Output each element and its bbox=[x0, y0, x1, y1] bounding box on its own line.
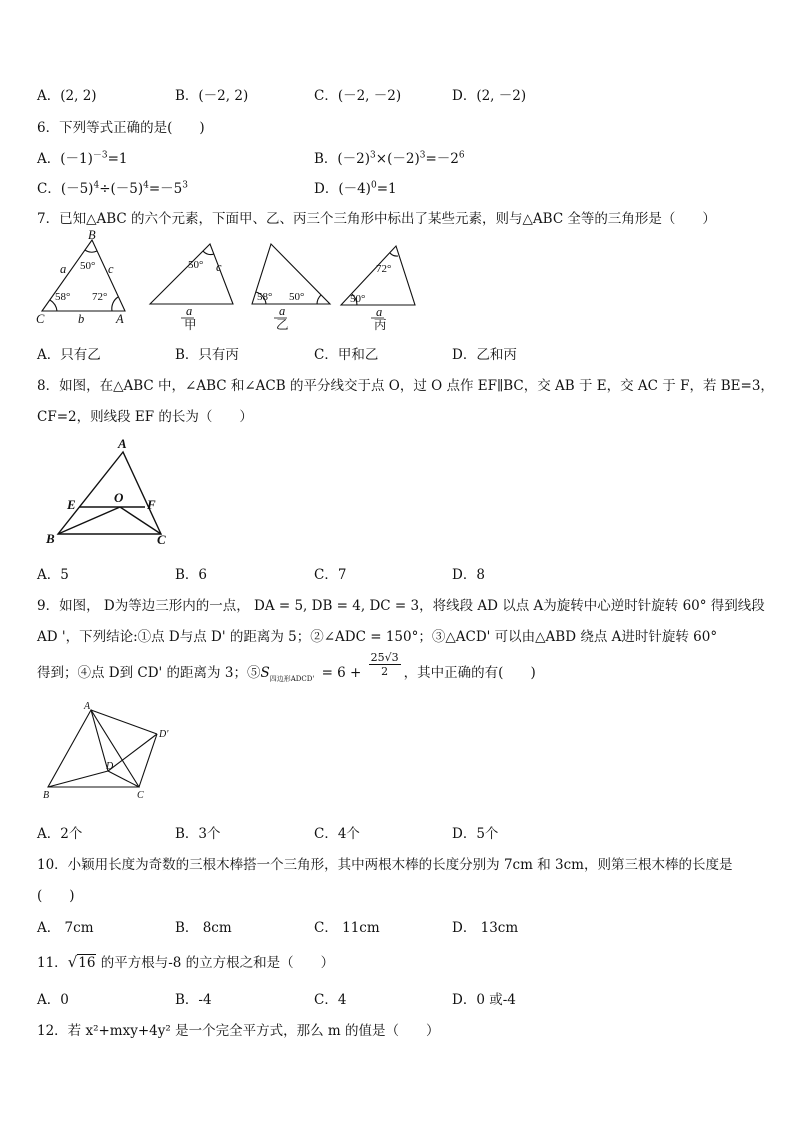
q9-equation-prefix: = 6 + bbox=[321, 665, 362, 681]
label-yi-side-a: a bbox=[279, 304, 286, 318]
q9-fraction-numerator: 25√3 bbox=[370, 651, 399, 664]
angle-arc-b bbox=[85, 250, 97, 252]
label-angle-b: 50° bbox=[80, 260, 96, 272]
q5-option-a: A．(2, 2) bbox=[37, 88, 97, 104]
segment-bd bbox=[48, 771, 108, 787]
label-bing-side-a: a bbox=[376, 305, 383, 319]
q9-figure bbox=[38, 698, 188, 808]
label-b-q9: B bbox=[43, 790, 50, 801]
label-e: E bbox=[67, 497, 76, 512]
q6-c-exp3: 3 bbox=[182, 180, 188, 191]
q9-option-b: B．3个 bbox=[175, 826, 221, 842]
q9-stem-line3-start: 得到；④点 D到 CD' 的距离为 3；⑤ bbox=[37, 665, 261, 681]
label-yi-angle-left: 58° bbox=[257, 291, 273, 303]
label-jia-angle: 50° bbox=[188, 259, 204, 271]
label-c-q8: C bbox=[157, 532, 166, 547]
label-jia: 甲 bbox=[184, 318, 197, 332]
q6-option-b bbox=[314, 147, 465, 167]
label-bing-angle-left: 50° bbox=[350, 293, 366, 305]
q9-area-subscript: 四边形ADCD' bbox=[269, 675, 315, 683]
label-b-q8: B bbox=[46, 531, 55, 546]
q8-stem-line1: 8．如图，在△ABC 中，∠ABC 和∠ACB 的平分线交于点 O，过 O 点作 EF∥BC，交 AB 于 E，交 AC 于 F，若 BE=3， bbox=[37, 378, 774, 394]
label-d-prime: D' bbox=[159, 729, 169, 740]
q11-radicand: 16 bbox=[78, 955, 96, 971]
q9-stem-line1: 9．如图， D为等边三形内的一点， DA = 5, DB = 4, DC = 3，将线段 AD 以点 A为旋转中心逆时针旋转 60° 得到线段 bbox=[37, 598, 765, 614]
q6-b-exp2: 3 bbox=[419, 150, 426, 161]
label-bing: 丙 bbox=[374, 318, 387, 332]
label-f: F bbox=[147, 497, 156, 512]
q6-a-tail: =1 bbox=[107, 151, 128, 167]
angle-arc-yi-right bbox=[317, 295, 321, 304]
q10-option-d: D． 13cm bbox=[452, 920, 519, 936]
q10-option-a: A． 7cm bbox=[37, 920, 94, 936]
q8-figure bbox=[40, 432, 190, 552]
q7-figure bbox=[30, 228, 430, 336]
q11-radical: √16 bbox=[67, 953, 96, 971]
q6-d-exp: 0 bbox=[370, 180, 377, 191]
q8-option-b: B．6 bbox=[175, 567, 208, 583]
q11-option-d: D．0 或-4 bbox=[452, 992, 516, 1008]
q11-number: 11． bbox=[37, 955, 68, 971]
label-yi: 乙 bbox=[276, 318, 289, 332]
label-side-a: a bbox=[60, 262, 67, 276]
angle-arc-bing-top bbox=[390, 253, 398, 256]
q7-option-b: B．只有丙 bbox=[175, 347, 239, 363]
q6-c-mid: ÷(－5) bbox=[99, 181, 144, 197]
q5-option-b: B．(－2, 2) bbox=[175, 88, 249, 104]
label-d: D bbox=[106, 761, 114, 772]
label-yi-angle-right: 50° bbox=[289, 291, 305, 303]
label-a-q8: A bbox=[118, 436, 127, 451]
label-side-b: b bbox=[78, 312, 85, 326]
q5-option-c: C．(－2, －2) bbox=[314, 88, 402, 104]
triangle-jia bbox=[150, 244, 233, 304]
q11-option-a: A．0 bbox=[37, 992, 69, 1008]
q9-option-a: A．2个 bbox=[37, 826, 83, 842]
q6-b-exp1: 3 bbox=[370, 150, 376, 161]
q6-d-base: D．(－4) bbox=[314, 181, 371, 197]
q8-option-a: A．5 bbox=[37, 567, 69, 583]
q11-stem-text: 的平方根与-8 的立方根之和是（ ） bbox=[96, 955, 335, 971]
q5-option-d: D．(2, －2) bbox=[452, 88, 527, 104]
q6-b-tail: =－2 bbox=[425, 151, 459, 167]
q9-option-c: C．4个 bbox=[314, 826, 360, 842]
q6-a-exp: －3 bbox=[92, 150, 108, 161]
q9-stem-line2: AD '，下列结论:①点 D与点 D' 的距离为 5；②∠ADC = 150°；③△ACD' 可以由△ABD 绕点 A进时针旋转 60° bbox=[37, 629, 718, 645]
q6-a-base: A．(－1) bbox=[37, 151, 93, 167]
q11-option-b: B．-4 bbox=[175, 992, 212, 1008]
q10-option-b: B． 8cm bbox=[175, 920, 232, 936]
q6-option-d bbox=[314, 177, 397, 197]
label-a-q9: A bbox=[84, 701, 91, 712]
label-bing-angle-top: 72° bbox=[376, 263, 392, 275]
q10-option-c: C． 11cm bbox=[314, 920, 380, 936]
triangle-abc-q9 bbox=[48, 710, 139, 787]
q7-option-c: C．甲和乙 bbox=[314, 347, 379, 363]
segment-d-prime-c bbox=[139, 734, 157, 787]
label-jia-side-c: c bbox=[216, 260, 222, 274]
q9-option-d: D．5个 bbox=[452, 826, 499, 842]
q6-d-tail: =1 bbox=[376, 181, 397, 197]
q6-option-a bbox=[37, 147, 128, 167]
q9-fraction-denominator: 2 bbox=[381, 665, 389, 678]
label-c: C bbox=[36, 312, 45, 326]
q8-option-c: C．7 bbox=[314, 567, 347, 583]
q6-b-base: B．(－2) bbox=[314, 151, 371, 167]
q9-area-symbol: S bbox=[260, 665, 270, 681]
q10-stem-line2: ( ) bbox=[37, 888, 75, 904]
q8-option-d: D．8 bbox=[452, 567, 485, 583]
q11-option-c: C．4 bbox=[314, 992, 347, 1008]
label-o: O bbox=[114, 490, 124, 505]
q9-fraction bbox=[369, 651, 401, 678]
label-a: A bbox=[116, 312, 124, 326]
segment-dd-prime bbox=[108, 734, 157, 771]
label-angle-c: 58° bbox=[55, 291, 71, 303]
q6-b-mid: ×(－2) bbox=[375, 151, 420, 167]
q6-c-tail: =－5 bbox=[148, 181, 183, 197]
angle-arc-a bbox=[112, 297, 118, 311]
q10-stem-line1: 10．小颖用长度为奇数的三根木棒搭一个三角形，其中两根木棒的长度分别为 7cm 和 3cm，则第三根木棒的长度是 bbox=[37, 857, 733, 873]
q6-b-exp3: 6 bbox=[458, 150, 465, 161]
q8-stem-line2: CF=2，则线段 EF 的长为（ ） bbox=[37, 409, 253, 425]
q6-c-base: C．(－5) bbox=[37, 181, 94, 197]
q6-c-exp2: 4 bbox=[143, 180, 149, 191]
q7-option-d: D．乙和丙 bbox=[452, 347, 517, 363]
label-b: B bbox=[88, 228, 96, 242]
segment-ad-prime bbox=[91, 710, 157, 734]
q7-stem: 7．已知△ABC 的六个元素，下面甲、乙、丙三个三角形中标出了某些元素，则与△ABC 全等的三角形是（ ） bbox=[37, 211, 716, 227]
q9-stem-line3-end: ，其中正确的有( ) bbox=[403, 665, 536, 681]
q6-c-exp1: 4 bbox=[93, 180, 100, 191]
q7-option-a: A．只有乙 bbox=[37, 347, 101, 363]
q6-option-c bbox=[37, 177, 188, 197]
q12-stem: 12．若 x²+mxy+4y² 是一个完全平方式，那么 m 的值是（ ） bbox=[37, 1023, 440, 1039]
triangle-abc-q8 bbox=[58, 452, 161, 534]
label-jia-side-a: a bbox=[186, 304, 193, 318]
label-c-q9: C bbox=[137, 790, 144, 801]
q11-stem bbox=[37, 951, 334, 971]
q9-stem-line3 bbox=[37, 651, 536, 691]
label-angle-a: 72° bbox=[92, 291, 108, 303]
q6-stem: 6．下列等式正确的是( ) bbox=[37, 120, 205, 136]
label-side-c: c bbox=[108, 262, 114, 276]
